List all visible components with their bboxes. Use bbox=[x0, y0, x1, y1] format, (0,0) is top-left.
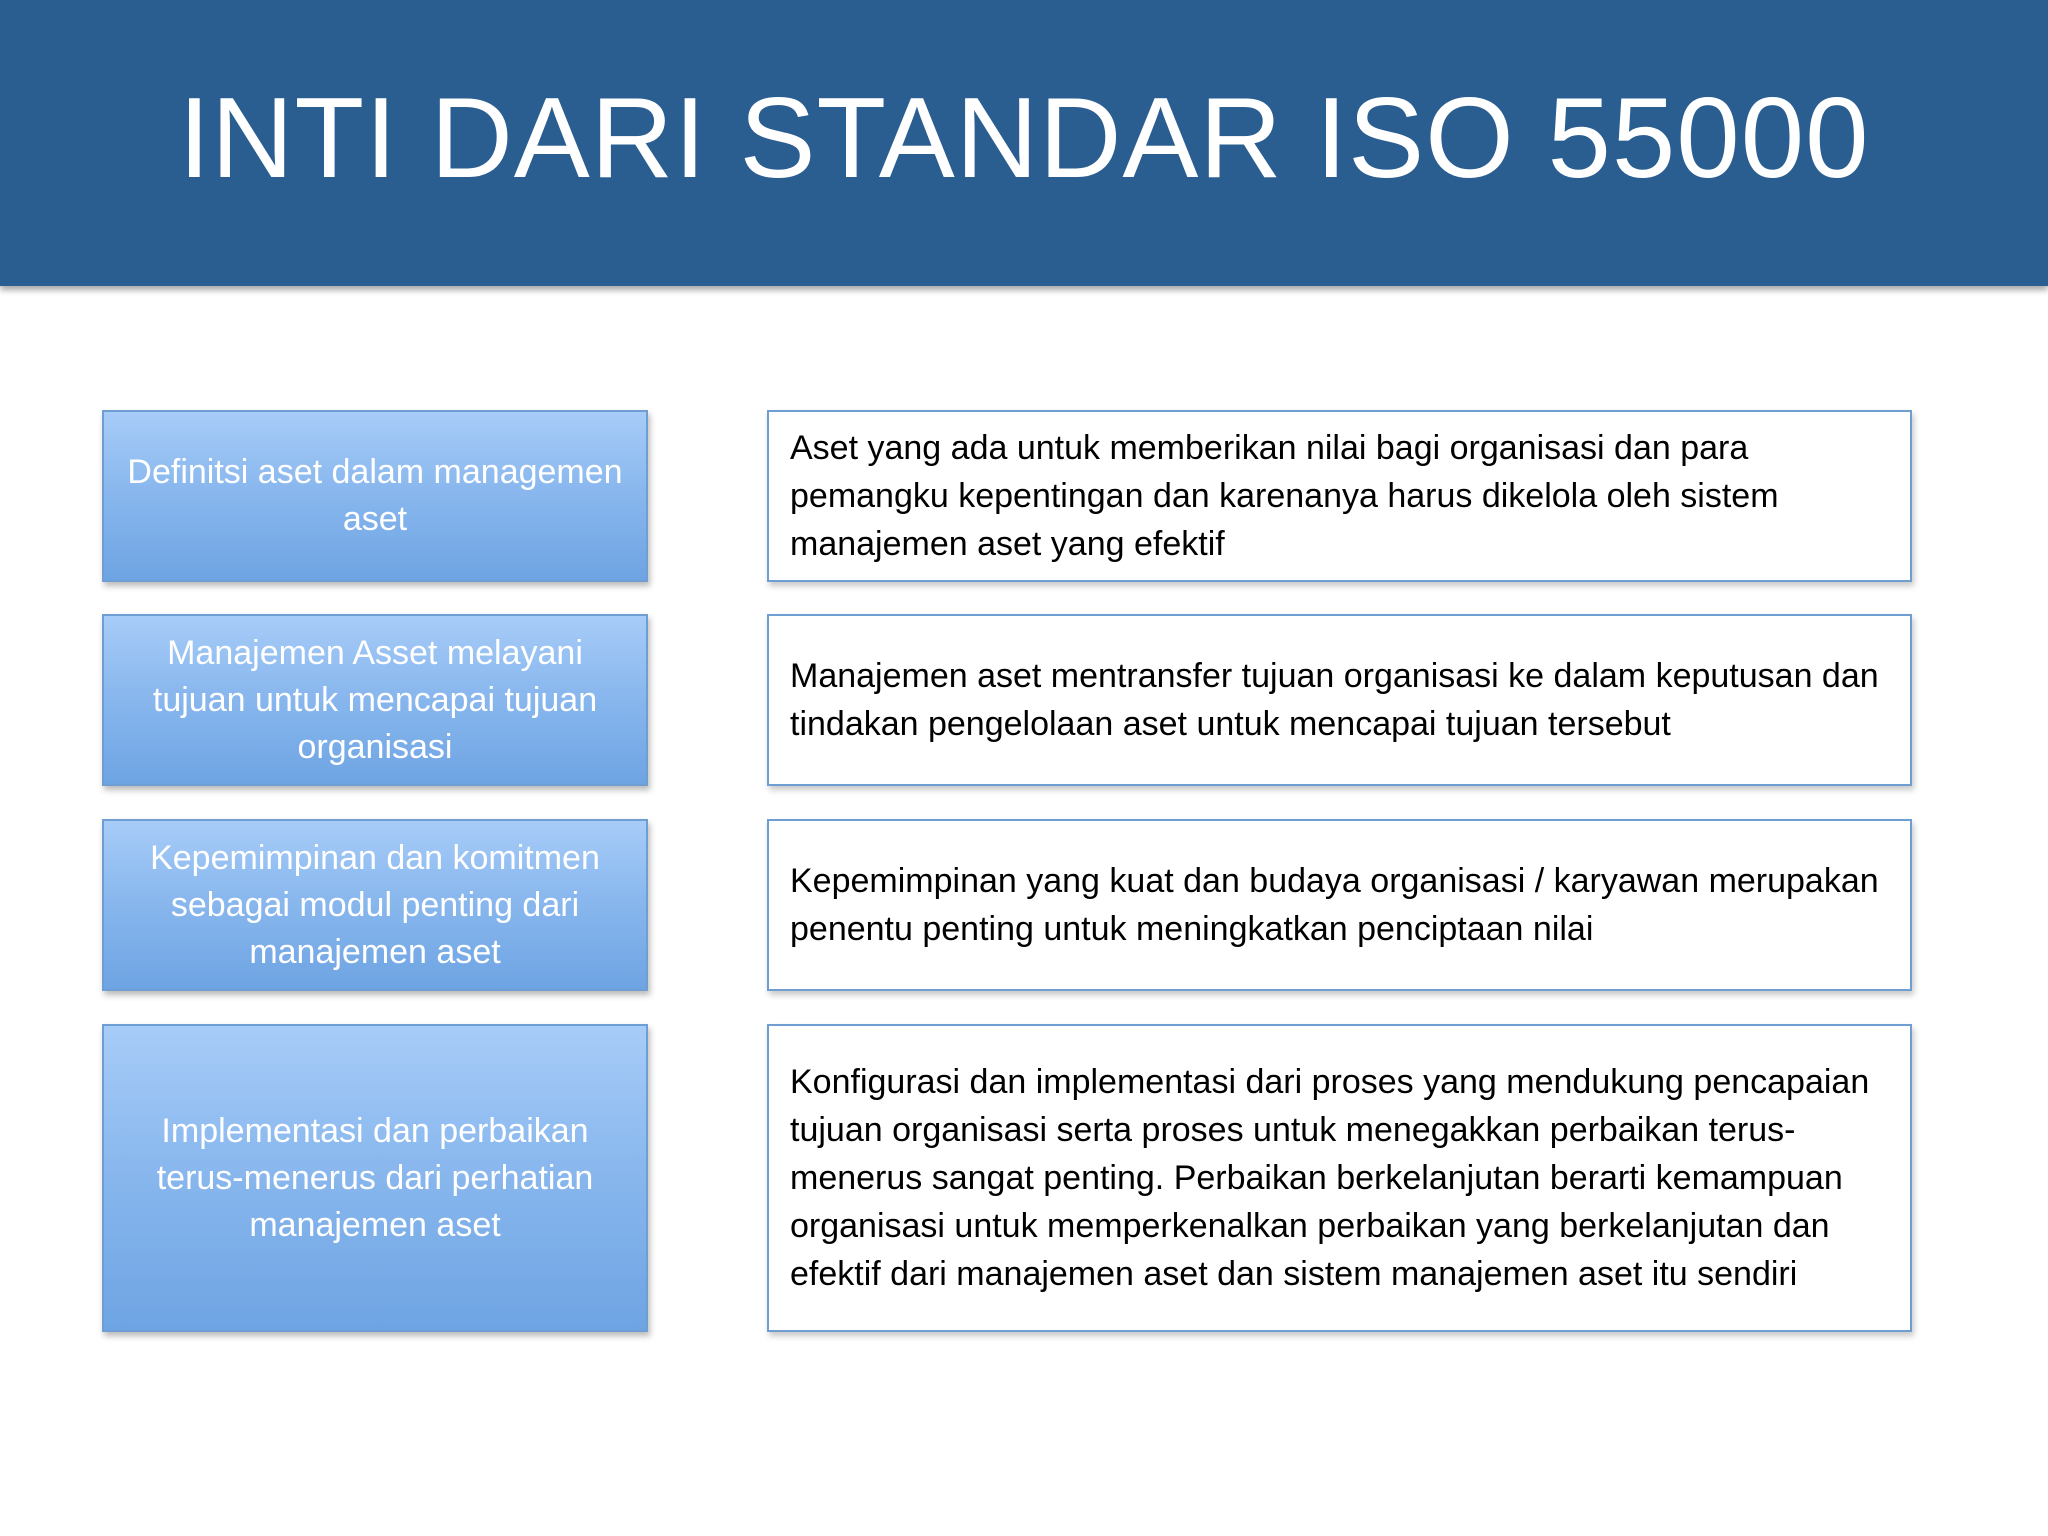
description-text: Kepemimpinan yang kuat dan budaya organisasi / karyawan merupakan penentu penting untuk meningkatkan penciptaan nilai bbox=[790, 862, 1879, 948]
description-text: Manajemen aset mentransfer tujuan organisasi ke dalam keputusan dan tindakan pengelolaan aset untuk mencapai tujuan tersebut bbox=[790, 657, 1879, 743]
description-box-organizational-goals bbox=[767, 614, 1912, 786]
title-banner bbox=[0, 0, 2048, 286]
label-text: Manajemen Asset melayani tujuan untuk mencapai tujuan organisasi bbox=[152, 633, 598, 766]
label-text: Kepemimpinan dan komitmen sebagai modul penting dari manajemen aset bbox=[150, 838, 600, 971]
label-box-asset-definition bbox=[102, 410, 648, 582]
label-box-organizational-goals bbox=[102, 614, 648, 786]
label-text: Definitsi aset dalam managemen aset bbox=[127, 453, 623, 538]
description-text: Aset yang ada untuk memberikan nilai bagi organisasi dan para pemangku kepentingan dan karenanya harus dikelola oleh sistem manajemen aset yang efektif bbox=[790, 429, 1779, 563]
label-box-leadership bbox=[102, 819, 648, 991]
description-text: Konfigurasi dan implementasi dari proses yang mendukung pencapaian tujuan organisasi serta proses untuk menegakkan perbaikan terus-menerus sangat penting. Perbaikan berkelanjutan berarti kemampuan organisasi untuk memperkenalkan perbaikan yang berkelanjutan dan efektif dari manajemen aset dan sistem manajemen aset itu sendiri bbox=[790, 1063, 1870, 1293]
label-box-continuous-improvement bbox=[102, 1024, 648, 1332]
label-text: Implementasi dan perbaikan terus-menerus dari perhatian manajemen aset bbox=[156, 1111, 594, 1244]
description-box-continuous-improvement bbox=[767, 1024, 1912, 1332]
description-box-leadership bbox=[767, 819, 1912, 991]
description-box-asset-definition bbox=[767, 410, 1912, 582]
slide-title: INTI DARI STANDAR ISO 55000 bbox=[178, 74, 1870, 202]
